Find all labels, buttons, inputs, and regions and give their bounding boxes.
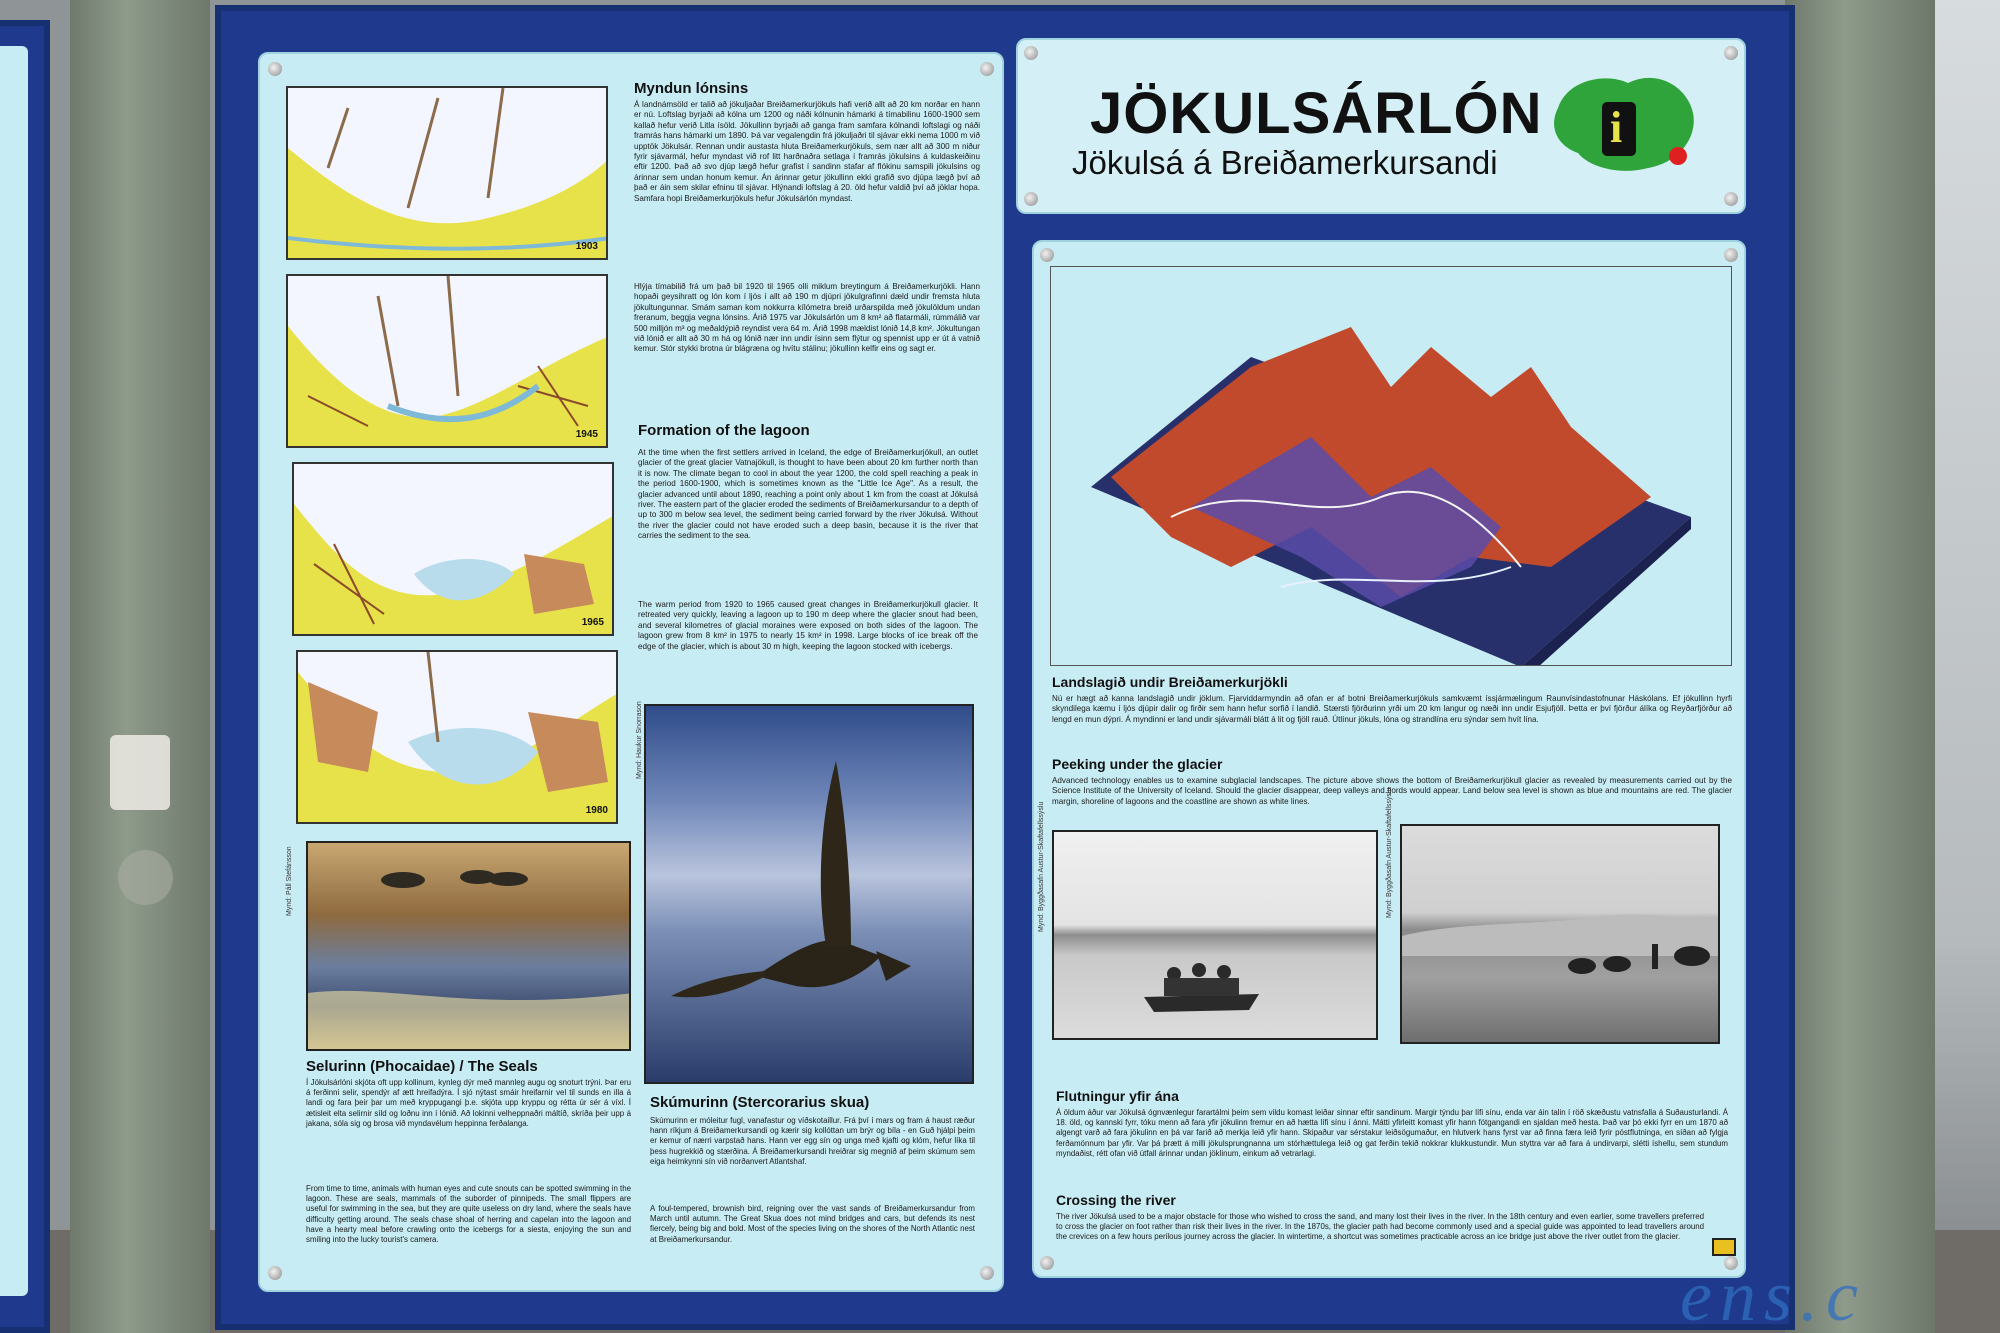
skua-photo [644, 704, 974, 1084]
horse-svg [1402, 826, 1720, 1044]
info-icon-letter: i [1610, 103, 1623, 152]
screw [1024, 46, 1038, 60]
myndun-paragraph-2: Hlýja tímabilið frá um það bil 1920 til 1965 olli miklum breytingum á Breiðamerkurjökli. Hann hopaði geysihratt og lón kom í ljós í allt að 190 m djúpri jökulgrafinni dæld undir fremsta hluta jökultungunnar. Smám saman kom nokkurra kílómetra breið urðarspilda með jökulöldum undan freranum, beggja vegna lónsins. Árið 1975 var Jökulsárlón um 8 km² að flatarmáli, rúmmálið var 500 milljón m³ og meðaldýpið reyndist vera 64 m. Árið 1998 mældist lónið 14,8 km². Jökultungan við lónið er allt að 30 m há og lónið nær inn undir ísinn sem flýtur og spennist upp er út á vatnið kemur. Stór stykki brotna úr blágræna og hvítu stálinu; jökullinn kelfir eins og sagt er. [634, 282, 980, 354]
boat-svg [1054, 832, 1378, 1040]
peeking-paragraph: Advanced technology enables us to examine subglacial landscapes. The picture above shows the bottom of Breiðamerkurjökull glacier as revealed by measurements carried out by the Science Institute of the University of Iceland. Should the glacier disappear, deep valleys and fjords would appear. Land below sea level is shown as blue and mountains are red. The glacier margin, shoreline of lagoons and the coastline are shown as white lines. [1052, 776, 1732, 806]
title-board [1016, 38, 1746, 214]
seal-photo [306, 841, 631, 1051]
skua-heading: Skúmurinn (Stercorarius skua) [650, 1094, 870, 1111]
left-neighbour-sign [0, 20, 50, 1333]
main-title: JÖKULSÁRLÓN [1090, 81, 1543, 146]
flutningur-paragraph: Á öldum áður var Jökulsá ógnvænlegur farartálmi þeim sem vildu komast leiðar sinnar eftir sandinum. Margir týndu þar lífi sínu, enda var áin talin í röð skæðustu vatnsfalla á Suðausturlandi. Á 18. öld, og kannski fyrr, tóku menn að fara yfir jökulinn fremur en að hætta lífi sínu í ánni. Mátti yfirleitt komast yfir hann fótgangandi en sjaldan með hesta. Það var þó ekki fyrr en um 1870 að algengt varð að fara jökulinn en þá var farið að merkja leið yfir hann. Skipaður var sérstakur leiðsögumaður, en hlutverk hans fyrst var að finna færa leið fyrir póstflutninga, en síðan að fylgja ferðamönnum þar yfir. Var þá þrætt á milli jökulsprungnanna um stórhættulega leið og gat ferðin tekið nokkrar klukkustundir. Mun styttra var að fara á undirvarpi, slétti íshellu, sem stundum myndaðist, rétt ofan við útfall árinnar undan jöklinum, einkum að vetrarlagi. [1056, 1108, 1728, 1158]
crossing-paragraph: The river Jökulsá used to be a major obstacle for those who wished to cross the sand, and many lost their lives in the river. In the 18th century and even earlier, some travellers preferred to cross the glacier on foot rather than risk their lives in the river. In the 1870s, the glacier path had become commonly used and a special guide was appointed to lead travellers around the crevices on a few hours perilous journey across the glacier. In wintertime, a shortcut was sometimes practicable across an ice bridge just above the river outlet from the glacier. [1056, 1212, 1704, 1242]
peeking-heading: Peeking under the glacier [1052, 756, 1223, 772]
glacier-map-1945 [286, 274, 608, 448]
map-svg [298, 652, 618, 824]
landslag-heading: Landslagið undir Breiðamerkurjökli [1052, 674, 1288, 690]
flutningur-heading: Flutningur yfir ána [1056, 1088, 1179, 1104]
crossing-heading: Crossing the river [1056, 1192, 1176, 1208]
left-neighbour-board [0, 46, 28, 1296]
screw [1040, 1256, 1054, 1270]
photo2-credit: Mynd: Byggðasafn Austur-Skaftafellssýslu [1386, 787, 1393, 918]
horse-crossing-photo [1400, 824, 1720, 1044]
glacier-map-1980 [296, 650, 618, 824]
screw [980, 1266, 994, 1280]
landscape-svg [1051, 267, 1732, 666]
map-year: 1980 [585, 805, 608, 816]
glacier-map-1903 [286, 86, 608, 260]
seal-photo-credit: Mynd: Páll Stefánsson [286, 846, 293, 916]
paper-scrap [118, 850, 173, 905]
map-svg [294, 464, 614, 636]
paper-scrap [110, 735, 170, 810]
skua-paragraph-2: A foul-tempered, brownish bird, reigning over the vast sands of Breiðamerkursandur from March until autumn. The Great Skua does not mind bridges and cars, but defends its nest fiercely, being big and bold. Most of the species living on the shores of the North Atlantic nest at Breiðamerkursandur. [650, 1204, 975, 1244]
subtitle: Jökulsá á Breiðamerkursandi [1072, 144, 1498, 181]
seals-paragraph-2: From time to time, animals with human eyes and cute snouts can be spotted swimming in the lagoon. These are seals, mammals of the suborder of pinnipeds. The small flippers are useful for swimming in the sea, but they are quite useless on dry land, where the seals have difficulty getting around. The seals chase shoal of herring and capelan into the lagoon and have a hearty meal before crawling onto the icebergs for a siesta, enjoying the sun and smiling into the lucky tourist's camera. [306, 1184, 631, 1245]
screw [980, 62, 994, 76]
map-year: 1945 [575, 429, 598, 440]
photo1-credit: Mynd: Byggðasafn Austur-Skaftafellssýslu [1038, 801, 1045, 932]
screw [1040, 248, 1054, 262]
skua-paragraph-1: Skúmurinn er móleitur fugl, vanafastur og víðskotaillur. Frá því í mars og fram á haust ræður hann ríkjum á Breiðamerkursandi og kærir sig kollóttan um brýr og bíla - en Guð hjálpi þeim er kemur of nærri varpstað hans. Hann ver egg sín og unga með kjafti og klóm, hefur líka til þess hugrekkið og stærðina. Á Breiðamerkursandi hreiðrar sig megnið af þeim skúmum sem eiga heimkynni sín við norðanvert Atlantshaf. [650, 1116, 975, 1166]
right-post [1785, 0, 1935, 1333]
landslag-paragraph: Nú er hægt að kanna landslagið undir jöklum. Fjarviddarmyndin að ofan er af botni Breiðamerkurjökuls samkvæmt íssjármælingum Raunvísindastofnunar Háskólans. Ef jökullinn hyrfi skyndilega kæmu í ljós djúpir dalir og firðir sem hann hefur sorfið í landið. Stærsti fjörðurinn yrði um 20 km langur og næði inn undir Esjufjöll. Þetta er því fjörður álíka og Reyðarfjörður að lengd en mun dýpri. Á myndinni er land undir sjávarmáli blátt á lit og fjöll rauð. Útlínur jökuls, lóna og strandlína eru sýndar sem hvít lína. [1052, 694, 1732, 724]
screw [1724, 192, 1738, 206]
left-post [70, 0, 210, 1333]
screw [1024, 192, 1038, 206]
glacier-map-1965 [292, 462, 614, 636]
formation-paragraph-1: At the time when the first settlers arrived in Iceland, the edge of Breiðamerkurjökull, an outlet glacier of the great glacier Vatnajökull, is thought to have been about 20 km further north than it is now. The climate began to cool in about the year 1200, the cold spell reaching a peak in the period 1600-1900, which is sometimes known as the "Little Ice Age". As a result, the glacier advanced until about 1890, reaching a point only about 1 km from the coast at Jökulsá river. The eastern part of the glacier eroded the sediments of Breiðamerkursandur to a depth of up to 300 m below sea level, the sediment being carried forward by the river Jökulsá. Without the river the glacier could not have eroded such a deep basin, because it is the river that carries the sediment to the sea. [638, 448, 978, 541]
screw [1724, 46, 1738, 60]
subglacial-landscape-image [1050, 266, 1732, 666]
skua-svg [646, 706, 974, 1084]
screw [268, 1266, 282, 1280]
watermark: ens.c [1680, 1256, 1866, 1333]
seals-heading: Selurinn (Phocaidae) / The Seals [306, 1058, 538, 1075]
map-svg [288, 276, 608, 448]
sign-logo-icon [1712, 1238, 1736, 1256]
map-svg [288, 88, 608, 260]
myndun-heading: Myndun lónsins [634, 80, 749, 97]
seal-svg [308, 843, 631, 1051]
screw [1724, 248, 1738, 262]
formation-heading: Formation of the lagoon [638, 422, 810, 439]
skua-photo-credit: Mynd: Haukur Snorrason [636, 701, 643, 779]
boat-crossing-photo [1052, 830, 1378, 1040]
seals-paragraph-1: Í Jökulsárlóni skjóta oft upp kollinum, kynleg dýr með mannleg augu og snoturt trýni. Þar eru á ferðinni selir, spendýr af ætt hreifadýra. Í sjó nýtast smáir hreifarnir vel til sunds en illa á landi og fara þeir þar um með kryppugangi þ.e. skjóta upp kryppu og rétta úr sér á víxl. Í ætisleit elta selirnir síld og loðnu inn í lónið. Að lokinni velheppnaðri máltíð, skríða þeir upp á jakana, sóla sig og brosa við myndavélum heppinna ferðalanga. [306, 1078, 631, 1128]
myndun-paragraph-1: Á landnámsöld er talið að jökuljaðar Breiðamerkurjökuls hafi verið allt að 20 km norðar en hann er nú. Loftslag byrjaði að kólna um 1200 og náði kólnunin hámarki á tímabilinu 1600-1900 sem kallað hefur verið Litla ísöld. Jökullinn byrjaði að ganga fram samfara kólnandi loftslagi og náði framrás hans hámarki um 1890. Þá var vegalengdin frá jökuljaðri til sjávar ekki nema 1000 m við upptök Jökulsár. Rennan undir austasta hluta Breiðamerkurjökuls, sem nær allt að 300 m niður fyrir sjávarmál, hefur myndast við rof litt harðnaðra setlaga í framrás jökulsins á kuldaskeiðinu eftir 1200. Það að svo djúp lægð hefur grafist í sandinn stafar af flókinu samspili jökulsins og árinnar sem undan honum kemur. Án árinnar getur jökullinn ekki grafið svo djúpa lægð því að það er áin sem skilar efninu til sjávar. Hlýnandi loftslag á 20. öld hefur valdið því að jöklar hopa. Samfara hopi Breiðamerkurjökuls hefur Jökulsárlón myndast. [634, 100, 980, 203]
formation-paragraph-2: The warm period from 1920 to 1965 caused great changes in Breiðamerkurjökull glacier. It retreated very quickly, leaving a lagoon up to 190 m deep where the glacier snout had been, and several kilometres of glacial moraines were exposed on both sides of the lagoon. The lagoon grew from 8 km² in 1975 to nearly 15 km² in 1998. Large blocks of ice break off the edge of the glacier, which is about 30 m high, keeping the lagoon stocked with icebergs. [638, 600, 978, 651]
right-board [1032, 240, 1746, 1278]
left-board [258, 52, 1004, 1292]
map-year: 1965 [581, 617, 604, 628]
location-marker [1669, 147, 1687, 165]
map-year: 1903 [575, 241, 598, 252]
screw [268, 62, 282, 76]
